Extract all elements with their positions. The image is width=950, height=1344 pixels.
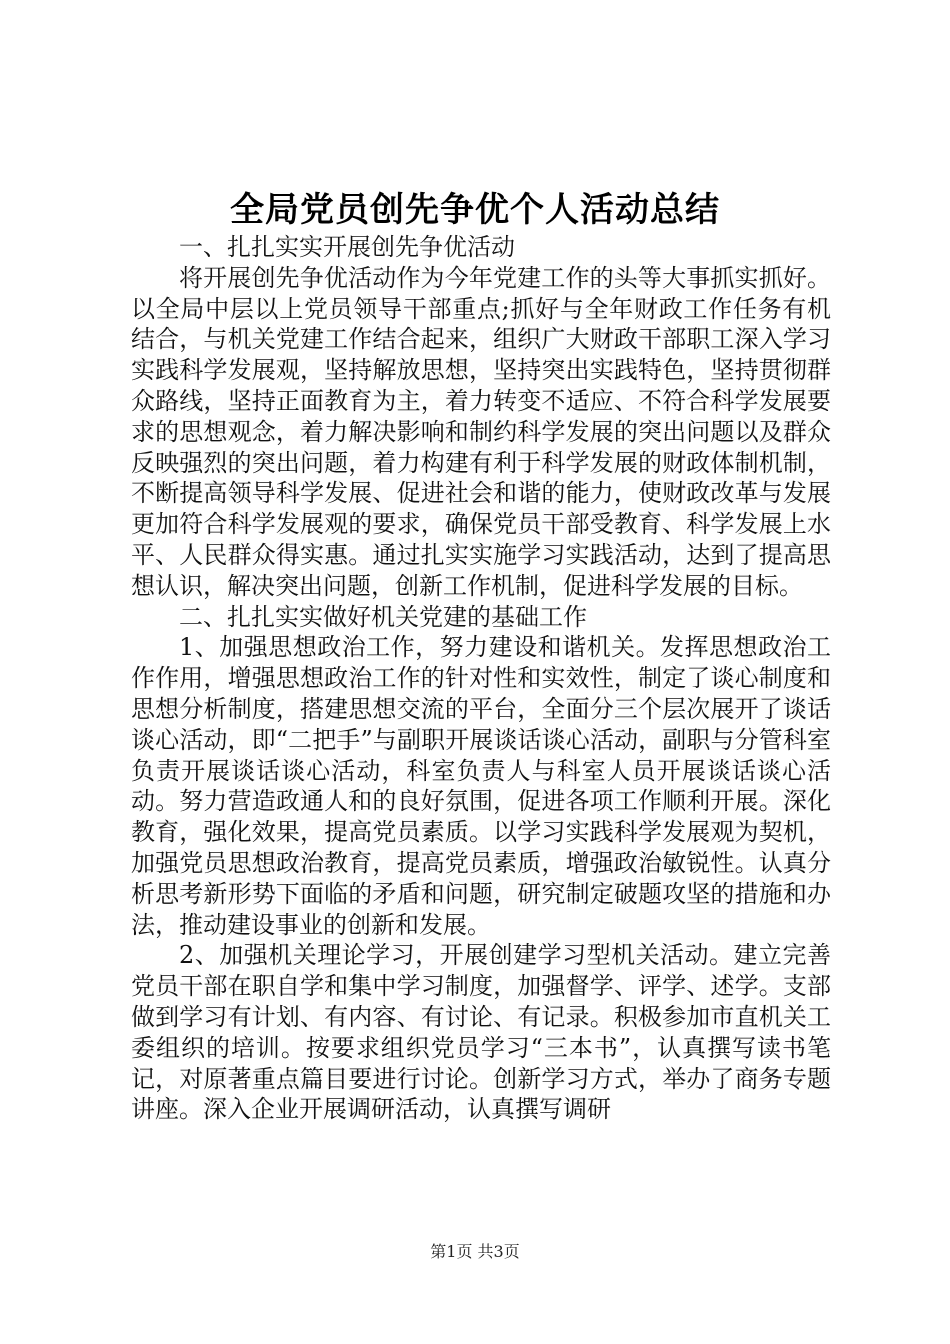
paragraph-3: 2、加强机关理论学习，开展创建学习型机关活动。建立完善党员干部在职自学和集中学习制度，加强督学、评学、述学。支部做到学习有计划、有内容、有讨论、有记录。积极参加市直机关工委组织的培训。按要求组织党员学习“三本书”，认真撰写读书笔记，对原著重点篇目要进行讨论。创新学习方式，举办了商务专题讲座。深入企业开展调研活动，认真撰写调研	[131, 941, 831, 1124]
section-heading-1: 一、扎扎实实开展创先争优活动	[179, 233, 515, 261]
document-body	[131, 232, 831, 1125]
page-number-footer: 第1页 共3页	[430, 1242, 520, 1261]
paragraph-1: 将开展创先争优活动作为今年党建工作的头等大事抓实抓好。以全局中层以上党员领导干部重点;抓好与全年财政工作任务有机结合，与机关党建工作结合起来，组织广大财政干部职工深入学习实践科学发展观，坚持解放思想，坚持突出实践特色，坚持贯彻群众路线，坚持正面教育为主，着力转变不适应、不符合科学发展要求的思想观念，着力解决影响和制约科学发展的突出问题以及群众反映强烈的突出问题，着力构建有利于科学发展的财政体制机制，不断提高领导科学发展、促进社会和谐的能力，使财政改革与发展更加符合科学发展观的要求，确保党员干部受教育、科学发展上水平、人民群众得实惠。通过扎实实施学习实践活动，达到了提高思想认识，解决突出问题，创新工作机制，促进科学发展的目标。	[131, 263, 831, 600]
document-title: 全局党员创先争优个人活动总结	[230, 190, 720, 230]
paragraph-2: 1、加强思想政治工作，努力建设和谐机关。发挥思想政治工作作用，增强思想政治工作的针对性和实效性，制定了谈心制度和思想分析制度，搭建思想交流的平台，全面分三个层次展开了谈话谈心活动，即“二把手”与副职开展谈话谈心活动，副职与分管科室负责开展谈话谈心活动，科室负责人与科室人员开展谈话谈心活动。努力营造政通人和的良好氛围，促进各项工作顺利开展。深化教育，强化效果，提高党员素质。以学习实践科学发展观为契机，加强党员思想政治教育，提高党员素质，增强政治敏锐性。认真分析思考新形势下面临的矛盾和问题，研究制定破题攻坚的措施和办法，推动建设事业的创新和发展。	[131, 633, 831, 939]
section-heading-2: 二、扎扎实实做好机关党建的基础工作	[179, 602, 587, 631]
